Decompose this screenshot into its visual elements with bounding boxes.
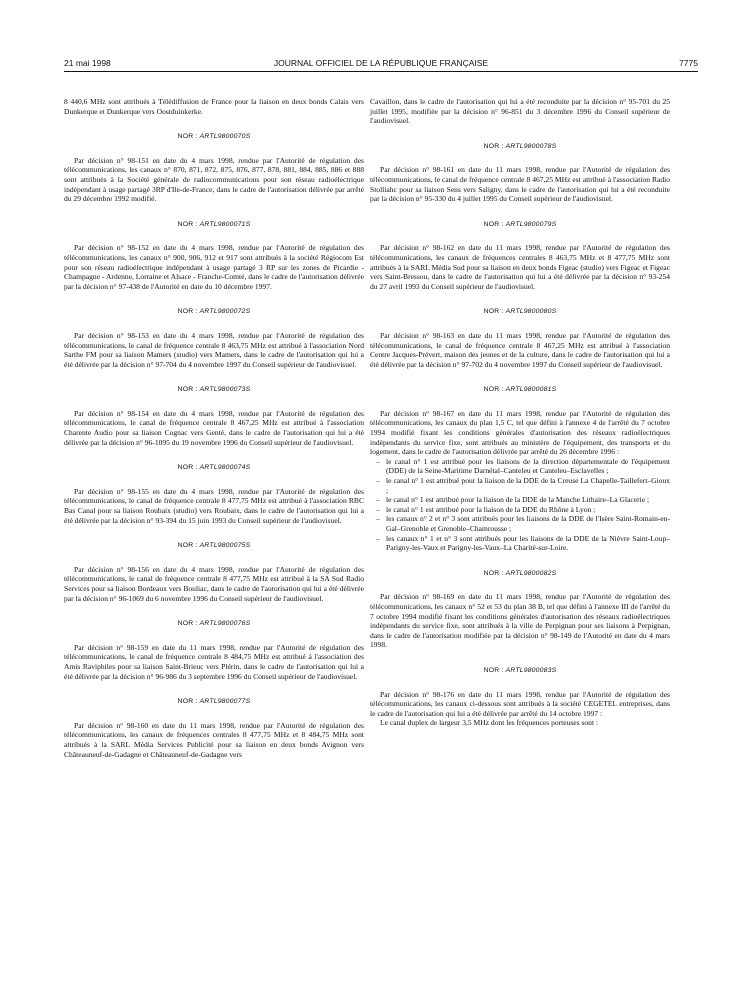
nor-code: ARTL9800072S xyxy=(199,308,251,316)
nor-code: ARTL9800077S xyxy=(199,698,251,706)
decision-paragraph-continued: Le canal duplex de largeur 3,5 MHz dont les fréquences porteuses sont : xyxy=(380,718,599,728)
nor-reference: NOR : ARTL9800074S xyxy=(177,464,251,472)
nor-code: ARTL9800071S xyxy=(199,220,251,228)
decision-paragraph: Par décision n° 98-155 en date du 4 mars 1998, rendue par l'Autorité de régulation des télécommunications, le canal de fréquence centrale 8 477,75 MHz est attribué à l'association RBC Bas Canal pour sa liaison Roubaix (studio) vers Roubaix, dans le cadre de l'autorisation qui lui a été délivrée par la décision n° 93-394 du 15 juin 1993 du Conseil supérieur de l'audiovisuel. xyxy=(64,486,364,525)
nor-reference: NOR : ARTL9800075S xyxy=(177,542,251,550)
nor-reference: NOR : ARTL9800083S xyxy=(483,666,557,674)
nor-reference: NOR : ARTL9800073S xyxy=(177,386,251,394)
assignment-list-item: – le canal n° 1 est attribué pour la liaison de la DDE de la Creuse La Chapelle-Taillefert–Gioux ; xyxy=(386,476,670,495)
header-rule xyxy=(64,71,698,72)
assignment-list-item: – le canal n° 1 est attribué pour la liaison de la DDE du Rhône à Lyon ; xyxy=(386,505,670,515)
right-column xyxy=(370,97,670,728)
decision-paragraph: Par décision n° 98-153 en date du 4 mars 1998, rendue par l'Autorité de régulation des télécommunications, le canal de fréquence centrale 8 463,75 MHz est attribué à l'association Nord Sarthe FM pour sa liaison Mamers (studio) vers Mamers, dans le cadre de l'autorisation qui lui a été délivrée par la décision n° 97-704 du 4 novembre 1997 du Conseil supérieur de l'audiovisuel. xyxy=(64,330,364,369)
decision-paragraph: Par décision n° 98-160 en date du 11 mars 1998, rendue par l'Autorité de régulation des télécommunications, les canaux de fréquences centrales 8 477,75 MHz et 8 484,75 MHz sont attribués à la SARL Média Services Publicité pour sa liaison en deux bonds Avignon vers Châteauneuf-de-Gadagne et Châteauneuf-de-Gadagne vers xyxy=(64,720,364,759)
nor-code: ARTL9800074S xyxy=(199,464,251,472)
assignment-list-item: – les canaux n° 2 et n° 3 sont attribués pour les liaisons de la DDE de l'Isère Saint-Romain-en-Gal–Grenoble et Grenoble–Chamrousse ; xyxy=(386,514,670,533)
decision-paragraph: Par décision n° 98-161 en date du 11 mars 1998, rendue par l'Autorité de régulation des télécommunications, le canal de fréquence centrale 8 467,25 MHz est attribué à l'association Radio Stolliahc pour sa liaison Sens vers Saligny, dans le cadre de l'autorisation qui lui a été reconduite par la décision n° 95-330 du 4 juillet 1995 du Conseil supérieur de l'audiovisuel. xyxy=(370,165,670,204)
decision-paragraph: Par décision n° 98-152 en date du 4 mars 1998, rendue par l'Autorité de régulation des télécommunications, les canaux n° 900, 906, 912 et 917 sont attribués à la société Régiocom Est pour son réseau radioélectrique indépendant à usage partagé 3 RP sur les zones de Picardie - Champagne - Ardenne, Lorraine et Alsace - Franche-Comté, dans le cadre de l'autorisation délivrée par la décision n° 97-438 de l'Autorité en date du 10 décembre 1997. xyxy=(64,243,364,291)
nor-code: ARTL9800080S xyxy=(505,308,557,316)
decision-paragraph: Par décision n° 98-176 en date du 11 mars 1998, rendue par l'Autorité de régulation des télécommunications, les canaux ci-dessous sont attribués à la société CEGETEL entreprises, dans le cadre de l'autorisation qui lui a été délivrée par arrêté du 14 octobre 1997 : xyxy=(370,689,670,718)
continued-paragraph: Cavaillon, dans le cadre de l'autorisation qui lui a été reconduite par la décision n° 95-701 du 25 juillet 1995, modifiée par la décision n° 96-851 du 3 décembre 1996 du Conseil supérieur de l'audiovisuel. xyxy=(370,97,670,126)
assignment-list-item: – les canaux n° 1 et n° 3 sont attribués pour les liaisons de la DDE de la Nièvre Saint-Loup–Parigny-les-Vaux et Parigny-les-Vaux–La Charité-sur-Loire. xyxy=(386,534,670,553)
assignment-list xyxy=(370,457,670,553)
header-title: JOURNAL OFFICIEL DE LA RÉPUBLIQUE FRANÇAISE xyxy=(273,58,489,68)
nor-reference: NOR : ARTL9800070S xyxy=(177,133,251,141)
decision-paragraph: Par décision n° 98-154 en date du 4 mars 1998, rendue par l'Autorité de régulation des télécommunications, le canal de fréquence centrale 8 467,25 MHz est attribué à l'association Charente Audio pour sa liaison Cognac vers Genté, dans le cadre de l'autorisation qui lui a été délivrée par la décision n° 96-1095 du 19 novembre 1996 du Conseil supérieur de l'audiovisuel. xyxy=(64,408,364,447)
assignment-list-item: – le canal n° 1 est attribué pour la liaison de la DDE de la Manche Lithaire–La Glacerie ; xyxy=(386,495,670,505)
decision-paragraph: Par décision n° 98-163 en date du 11 mars 1998, rendue par l'Autorité de régulation des télécommunications, le canal de fréquence centrale 8 467,25 MHz est attribué à l'association Centre Jacques-Prévert, maison des jeunes et de la culture, dans le cadre de l'autorisation qui lui a été délivrée par la décision n° 97-702 du 4 novembre 1997 du Conseil supérieur de l'audiovisuel. xyxy=(370,330,670,369)
page-header xyxy=(64,58,698,72)
continued-paragraph: 8 440,6 MHz sont attribués à Télédiffusion de France pour la liaison en deux bonds Calais vers Dunkerque et Dunkerque vers Oostduinkerke. xyxy=(64,97,364,116)
nor-code: ARTL9800082S xyxy=(505,569,557,577)
nor-reference: NOR : ARTL9800079S xyxy=(483,220,557,228)
nor-reference: NOR : ARTL9800082S xyxy=(483,569,557,577)
nor-code: ARTL9800079S xyxy=(505,220,557,228)
left-column xyxy=(64,97,364,759)
nor-code: ARTL9800076S xyxy=(199,620,251,628)
decision-paragraph: Par décision n° 98-167 en date du 11 mars 1998, rendue par l'Autorité de régulation des télécommunications, les canaux du plan 1,5 C, tel que défini à l'annexe 4 de l'arrêté du 7 octobre 1994 modifié fixant les conditions générales d'autorisation des réseaux radioélectriques indépendants du service fixe, sont attribués au ministère de l'équipement, des transports et du logement, dans le cadre de l'autorisation délivrée par arrêté du 26 décembre 1996 : xyxy=(370,408,670,457)
nor-reference: NOR : ARTL9800077S xyxy=(177,698,251,706)
header-page-number: 7775 xyxy=(679,58,698,68)
decision-paragraph: Par décision n° 98-169 en date du 11 mars 1998, rendue par l'Autorité de régulation des télécommunications, les canaux n° 52 et 53 du plan 38 B, tel que défini à l'annexe III de l'arrêté du 7 octobre 1994 modifié fixant les conditions générales d'autorisation des réseaux radioélectriques indépendants du service fixe, sont attribués à la ville de Perpignan pour ses liaisons à Perpignan, dans le cadre de l'autorisation modifiée par la décision n° 98-149 de l'Autorité en date du 4 mars 1998. xyxy=(370,592,670,650)
nor-reference: NOR : ARTL9800076S xyxy=(177,620,251,628)
header-date: 21 mai 1998 xyxy=(64,58,111,68)
nor-code: ARTL9800070S xyxy=(199,133,251,141)
nor-reference: NOR : ARTL9800081S xyxy=(483,386,557,394)
nor-reference: NOR : ARTL9800071S xyxy=(177,220,251,228)
nor-reference: NOR : ARTL9800078S xyxy=(483,142,557,150)
decision-paragraph: Par décision n° 98-159 en date du 11 mars 1998, rendue par l'Autorité de régulation des télécommunications, le canal de fréquence centrale 8 484,75 MHz est attribué à l'association des Amis Raviphiles pour sa liaison Saint-Brieuc vers Plérin, dans le cadre de l'autorisation qui lui a été délivrée par la décision n° 96-986 du 3 septembre 1996 du Conseil supérieur de l'audiovisuel. xyxy=(64,642,364,681)
nor-reference: NOR : ARTL9800072S xyxy=(177,308,251,316)
nor-code: ARTL9800075S xyxy=(199,542,251,550)
assignment-list-item: – le canal n° 1 est attribué pour les liaisons de la direction départementale de l'équipement (DDE) de la Seine-Maritime Darnétal–Canteleu et Canteleu–Esclavelles ; xyxy=(386,457,670,476)
decision-paragraph: Par décision n° 98-156 en date du 4 mars 1998, rendue par l'Autorité de régulation des télécommunications, le canal de fréquence centrale 8 477,75 MHz est attribué à la SA Sud Radio Services pour sa liaison Bordeaux vers Bouliac, dans le cadre de l'autorisation qui lui a été délivrée par la décision n° 96-1069 du 6 novembre 1996 du Conseil supérieur de l'audiovisuel. xyxy=(64,564,364,603)
nor-code: ARTL9800083S xyxy=(505,666,557,674)
nor-code: ARTL9800073S xyxy=(199,386,251,394)
nor-reference: NOR : ARTL9800080S xyxy=(483,308,557,316)
nor-code: ARTL9800078S xyxy=(505,142,557,150)
decision-paragraph: Par décision n° 98-151 en date du 4 mars 1998, rendue par l'Autorité de régulation des télécommunications, les canaux n° 870, 871, 872, 875, 876, 877, 878, 881, 884, 885, 886 et 888 sont attribués à la Société générale de radiocommunications pour son réseau radioélectrique indépendant à usage partagé 3RP d'Ile-de-France, dans le cadre de l'autorisation délivrée par arrêté du 29 décembre 1992 modifié. xyxy=(64,155,364,204)
decision-paragraph: Par décision n° 98-162 en date du 11 mars 1998, rendue par l'Autorité de régulation des télécommunications, les canaux de fréquences centrales 8 463,75 MHz et 8 477,75 MHz sont attribués à la SARL Média Sud pour sa liaison en deux bonds Figeac (studio) vers Figeac et Figeac vers Saint-Bressou, dans le cadre de l'autorisation qui lui a été délivrée par la décision n° 93-254 du 27 avril 1993 du Conseil supérieur de l'audiovisuel. xyxy=(370,243,670,291)
nor-code: ARTL9800081S xyxy=(505,386,557,394)
